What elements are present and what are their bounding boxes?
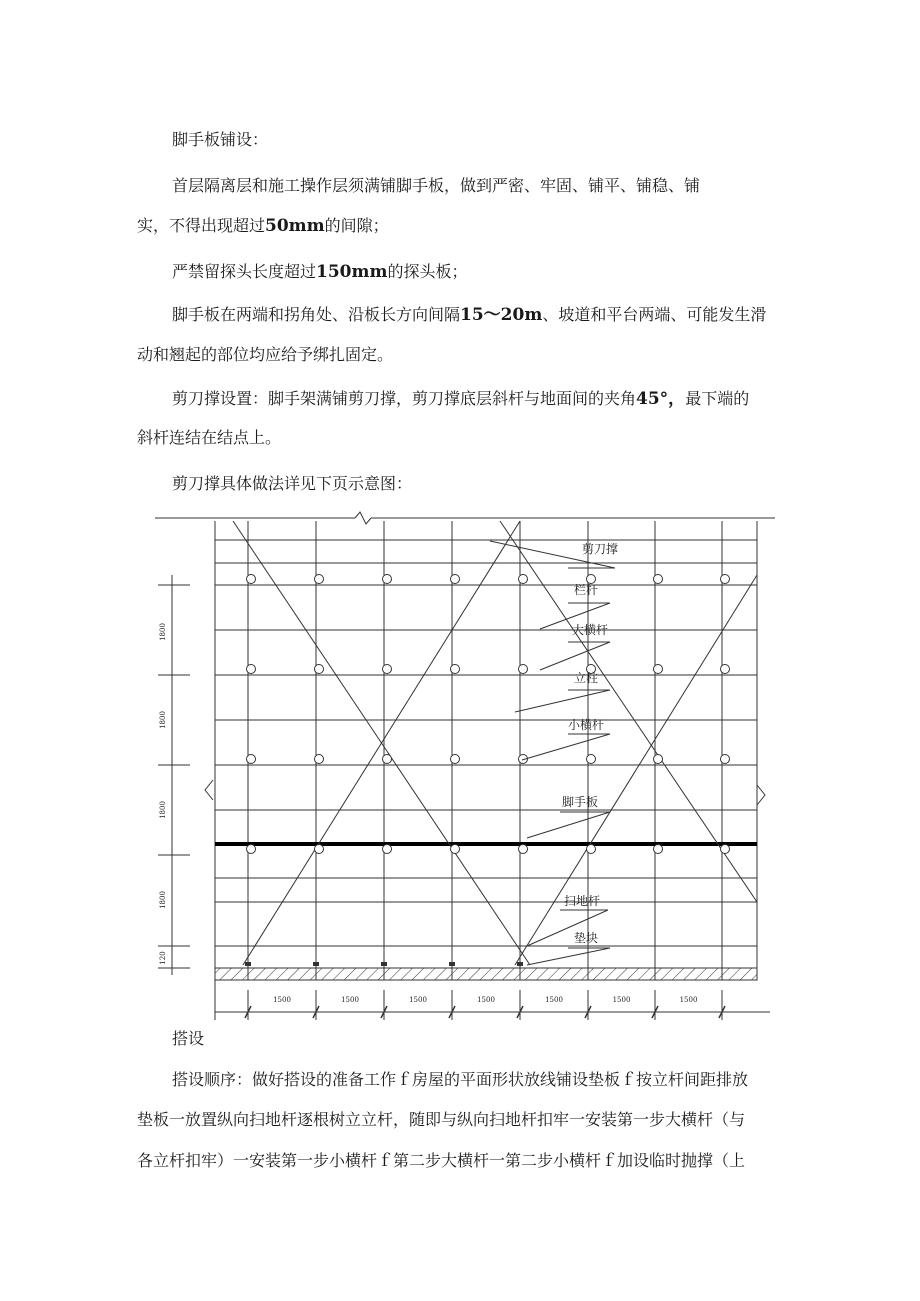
ground-hatch <box>215 968 757 980</box>
text: 脚手板铺设： <box>172 130 269 149</box>
transom-circle <box>721 755 730 764</box>
transom-circle <box>587 845 596 854</box>
hdim-label: 1500 <box>409 996 427 1004</box>
transom-circle <box>451 665 460 674</box>
value-15-20m: 15～20m <box>460 305 543 325</box>
transom-circle <box>315 575 324 584</box>
vdim-3: 1800 <box>159 801 167 819</box>
text: 的探头板； <box>387 262 468 281</box>
vdim-2: 1800 <box>159 711 167 729</box>
text: 搭设 <box>172 1029 205 1048</box>
label-xiaohenggan: 小横杆 <box>568 718 605 732</box>
text: 搭设顺序：做好搭设的准备工作ｆ房屋的平面形状放线铺设垫板ｆ按立杆间距排放 <box>172 1070 749 1089</box>
label-saodigan: 扫地杆 <box>564 894 601 908</box>
transom-circle <box>587 755 596 764</box>
cross-braces <box>233 521 757 965</box>
label-lizhu: 立柱 <box>574 671 599 685</box>
text: 实，不得出现超过 <box>137 216 266 235</box>
text: 的间隙； <box>324 216 389 235</box>
label-langan: 栏杆 <box>574 583 599 597</box>
value-150mm: 150mm <box>316 262 388 282</box>
transom-circle <box>654 755 663 764</box>
transom-circle <box>247 665 256 674</box>
vdim-1: 1800 <box>159 623 167 641</box>
post-base <box>245 962 251 966</box>
transom-circle <box>519 575 528 584</box>
value-50mm: 50mm <box>265 216 325 236</box>
vertical-posts <box>215 521 757 1020</box>
transom-circle <box>654 665 663 674</box>
text: 首层隔离层和施工操作层须满铺脚手板，做到严密、牢固、铺平、铺稳、铺 <box>172 176 701 195</box>
label-dahenggan: 大横杆 <box>572 623 609 637</box>
hdim-label: 1500 <box>545 996 563 1004</box>
post-base <box>517 962 523 966</box>
hdim-label: 1500 <box>612 996 631 1004</box>
text: 剪刀撑设置：脚手架满铺剪刀撑，剪刀撑底层斜杆与地面间的夹角 <box>172 389 637 408</box>
text: 严禁留探头长度超过 <box>172 262 317 281</box>
label-jiaoshouban: 脚手板 <box>562 795 599 809</box>
transom-circle <box>451 755 460 764</box>
transom-circle <box>654 845 663 854</box>
hdim-label: 1500 <box>273 996 291 1004</box>
transom-circle <box>247 575 256 584</box>
horizontal-dim-ticks <box>245 990 725 1020</box>
text: 动和翘起的部位均应给予绑扎固定。 <box>137 345 394 364</box>
transom-circle <box>247 755 256 764</box>
transom-circle <box>247 845 256 854</box>
transom-circle <box>654 575 663 584</box>
vdim-4: 1800 <box>159 891 167 909</box>
post-base-markers <box>245 962 523 966</box>
text: 斜杆连结在结点上。 <box>137 428 282 447</box>
text: 最下端的 <box>685 389 750 408</box>
transom-circle <box>519 665 528 674</box>
transom-circle <box>315 665 324 674</box>
transom-circles <box>247 575 730 854</box>
transom-circle <box>383 845 392 854</box>
text: 、坡道和平台两端、可能发生滑 <box>542 305 767 324</box>
post-base <box>313 962 319 966</box>
transom-circle <box>721 845 730 854</box>
text: 各立杆扣牢）一安装第一步小横杆ｆ第二步大横杆一第二步小横杆ｆ加设临时抛撑（上 <box>137 1151 746 1170</box>
text: 剪刀撑具体做法详见下页示意图： <box>172 474 413 493</box>
horizontal-dim-labels <box>273 996 697 1004</box>
vdim-5: 120 <box>159 951 167 965</box>
transom-circle <box>451 845 460 854</box>
transom-circle <box>315 845 324 854</box>
post-base <box>381 962 387 966</box>
transom-circle <box>383 575 392 584</box>
transom-circle <box>519 845 528 854</box>
transom-circle <box>383 755 392 764</box>
side-break-marks <box>205 780 765 805</box>
hdim-label: 1500 <box>341 996 359 1004</box>
transom-circle <box>721 665 730 674</box>
transom-circle <box>451 575 460 584</box>
horizontal-ledgers <box>215 540 757 946</box>
text: 垫板一放置纵向扫地杆逐根树立立杆，随即与纵向扫地杆扣牢一安装第一步大横杆（与 <box>137 1110 746 1129</box>
post-base <box>449 962 455 966</box>
transom-circle <box>315 755 324 764</box>
text: 脚手板在两端和拐角处、沿板长方向间隔 <box>172 305 461 324</box>
hdim-label: 1500 <box>679 996 698 1004</box>
label-diankuai: 垫块 <box>574 931 599 945</box>
value-45deg: 45°， <box>636 389 686 409</box>
transom-circle <box>383 665 392 674</box>
transom-circle <box>721 575 730 584</box>
label-jiandaocheng: 剪刀撑 <box>582 542 619 556</box>
hdim-label: 1500 <box>477 996 495 1004</box>
